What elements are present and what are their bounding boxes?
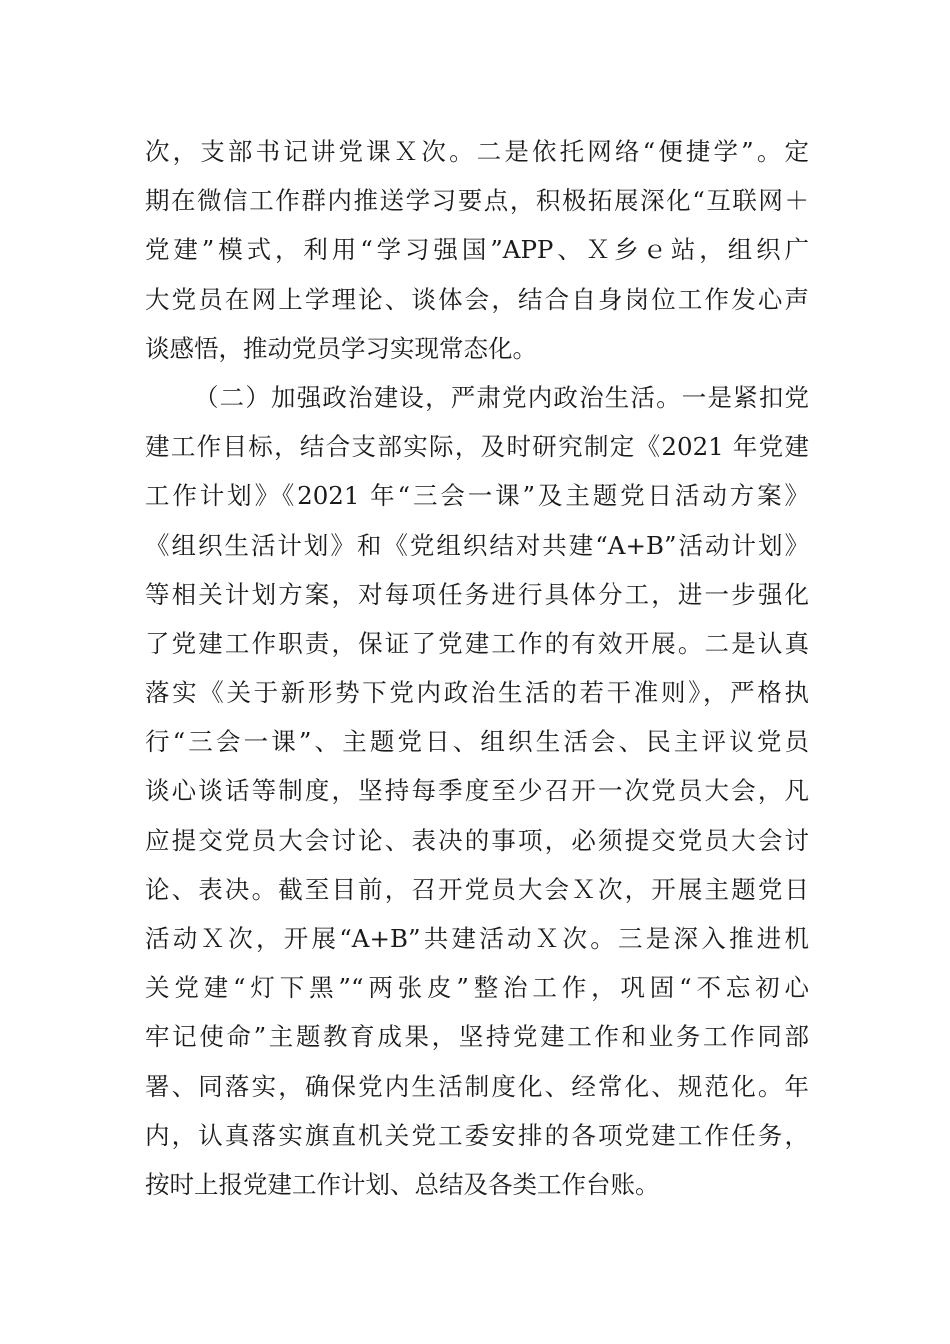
- body-text: [145, 127, 809, 1209]
- text-line: 论、表决。截至目前，召开党员大会Ｘ次，开展主题党日: [145, 874, 809, 904]
- text-line: 署、同落实，确保党内生活制度化、经常化、规范化。年: [145, 1071, 809, 1101]
- paragraph-heading-line: （二）加强政治建设，严肃党内政治生活。一是紧扣党: [194, 382, 809, 412]
- text-line: 了党建工作职责，保证了党建工作的有效开展。二是认真: [145, 628, 809, 658]
- text-line: 按时上报党建工作计划、总结及各类工作台账。: [145, 1169, 660, 1199]
- text-line: 大党员在网上学理论、谈体会，结合自身岗位工作发心声: [145, 284, 809, 314]
- text-line: 应提交党员大会讨论、表决的事项，必须提交党员大会讨: [145, 825, 809, 855]
- text-line: 活动Ｘ次，开展“A+B”共建活动Ｘ次。三是深入推进机: [145, 924, 809, 953]
- text-line: 建工作目标，结合支部实际，及时研究制定《2021 年党建: [145, 432, 809, 462]
- text-line: 谈心谈话等制度，坚持每季度至少召开一次党员大会，凡: [145, 776, 809, 806]
- text-line: 等相关计划方案，对每项任务进行具体分工，进一步强化: [145, 579, 809, 609]
- text-line: 内，认真落实旗直机关党工委安排的各项党建工作任务，: [145, 1120, 809, 1150]
- text-line: 党建”模式，利用“学习强国”APP、Ｘ乡ｅ站，组织广: [145, 235, 809, 265]
- text-line: 《组织生活计划》和《党组织结对共建“A+B”活动计划》: [145, 530, 809, 560]
- text-line: 行“三会一课”、主题党日、组织生活会、民主评议党员: [145, 727, 809, 757]
- text-line: 次，支部书记讲党课Ｘ次。二是依托网络“便捷学”。定: [145, 137, 809, 166]
- text-line: 工作计划》《2021 年“三会一课”及主题党日活动方案》: [145, 481, 809, 511]
- text-line: 牢记使命”主题教育成果，坚持党建工作和业务工作同部: [145, 1022, 809, 1052]
- text-line: 落实《关于新形势下党内政治生活的若干准则》，严格执: [145, 678, 809, 708]
- text-line: 谈感悟，推动党员学习实现常态化。: [145, 333, 537, 363]
- text-line: 关党建“灯下黑”“两张皮”整治工作，巩固“不忘初心: [145, 973, 809, 1003]
- text-line: 期在微信工作群内推送学习要点，积极拓展深化“互联网＋: [145, 186, 809, 216]
